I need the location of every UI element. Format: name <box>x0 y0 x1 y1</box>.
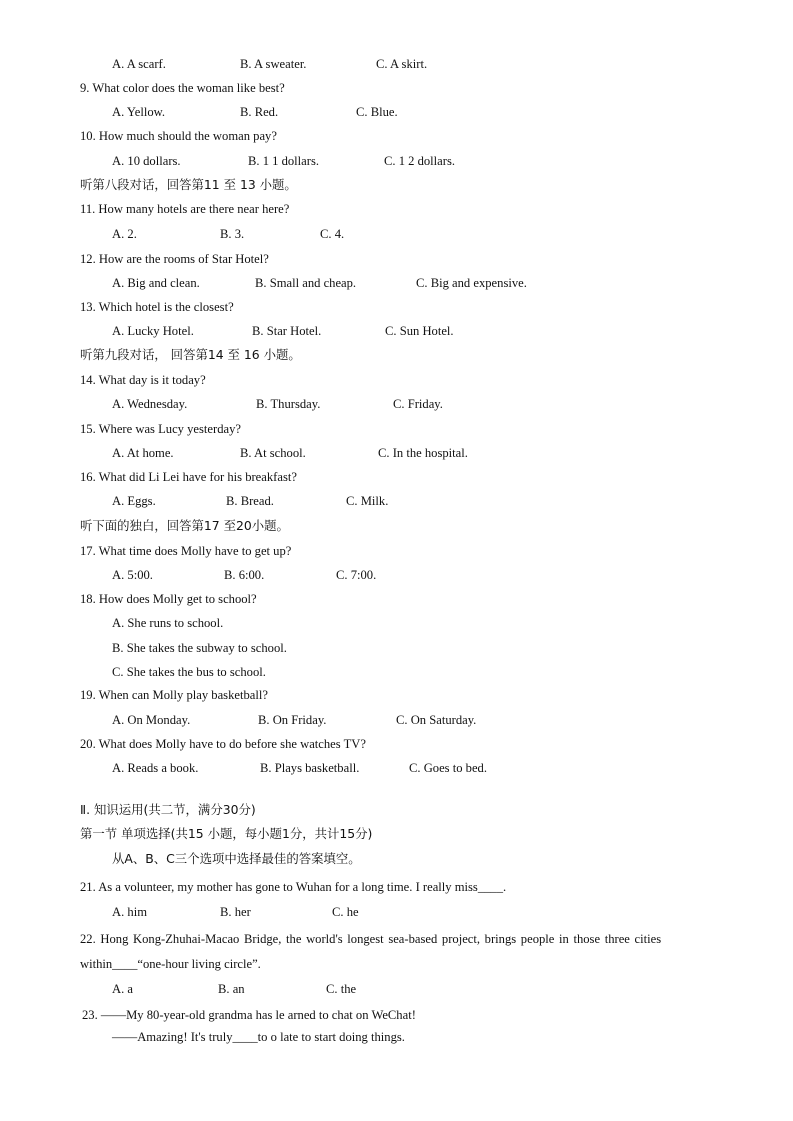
q21-option-c: C. he <box>332 905 359 919</box>
q22-text-line-2: within____“one-hour living circle”. <box>80 957 261 971</box>
part-2-section-1-title: 第一节 单项选择(共15 小题，每小题1分，共计15分) <box>80 826 373 841</box>
q14-option-c: C. Friday. <box>393 397 443 411</box>
q14-option-a: A. Wednesday. <box>112 397 188 411</box>
q18-option-b: B. She takes the subway to school. <box>112 641 287 655</box>
q20-text: 20. What does Molly have to do before she watches TV? <box>80 737 366 751</box>
q9-option-a: A. Yellow. <box>112 105 166 119</box>
q12-text: 12. How are the rooms of Star Hotel? <box>80 252 269 266</box>
q19-option-c: C. On Saturday. <box>396 713 477 727</box>
q9-option-b: B. Red. <box>240 105 279 119</box>
q11-option-b: B. 3. <box>220 227 245 241</box>
q14-option-b: B. Thursday. <box>256 397 321 411</box>
q22-option-c: C. the <box>326 982 357 996</box>
q8-option-a: A. A scarf. <box>112 57 166 71</box>
q17-option-b: B. 6:00. <box>224 568 265 582</box>
q15-text: 15. Where was Lucy yesterday? <box>80 422 241 436</box>
q16-option-b: B. Bread. <box>226 494 274 508</box>
q12-option-a: A. Big and clean. <box>112 276 200 290</box>
q18-text: 18. How does Molly get to school? <box>80 592 257 606</box>
q21-option-b: B. her <box>220 905 251 919</box>
q11-option-c: C. 4. <box>320 227 345 241</box>
q23-text-line-1: 23. ——My 80-year-old grandma has le arned to chat on WeChat! <box>82 1008 416 1022</box>
q9-text: 9. What color does the woman like best? <box>80 81 285 95</box>
q12-option-c: C. Big and expensive. <box>416 276 527 290</box>
q21-text: 21. As a volunteer, my mother has gone to Wuhan for a long time. I really miss____. <box>80 880 507 894</box>
q10-option-b: B. 1 1 dollars. <box>248 154 320 168</box>
q16-option-a: A. Eggs. <box>112 494 156 508</box>
q16-text: 16. What did Li Lei have for his breakfast? <box>80 470 297 484</box>
q22-option-a: A. a <box>112 982 133 996</box>
q13-option-a: A. Lucky Hotel. <box>112 324 194 338</box>
section-8-heading: 听第八段对话，回答第11 至 13 小题。 <box>80 177 297 192</box>
q13-option-c: C. Sun Hotel. <box>385 324 454 338</box>
q16-option-c: C. Milk. <box>346 494 389 508</box>
q17-text: 17. What time does Molly have to get up? <box>80 544 292 558</box>
q10-text: 10. How much should the woman pay? <box>80 129 277 143</box>
q8-option-b: B. A sweater. <box>240 57 307 71</box>
q10-option-a: A. 10 dollars. <box>112 154 181 168</box>
q11-text: 11. How many hotels are there near here? <box>80 202 290 216</box>
q23-text-line-2: ——Amazing! It's truly____to o late to start doing things. <box>112 1030 405 1044</box>
q12-option-b: B. Small and cheap. <box>255 276 357 290</box>
part-2-instruction: 从A、B、C三个选项中选择最佳的答案填空。 <box>112 851 361 866</box>
q10-option-c: C. 1 2 dollars. <box>384 154 456 168</box>
q15-option-b: B. At school. <box>240 446 306 460</box>
q21-option-a: A. him <box>112 905 147 919</box>
q22-text-line-1: 22. Hong Kong-Zhuhai-Macao Bridge, the world's longest sea-based project, brings people in those three cities <box>80 932 662 946</box>
q17-option-c: C. 7:00. <box>336 568 377 582</box>
q19-option-b: B. On Friday. <box>258 713 327 727</box>
q19-option-a: A. On Monday. <box>112 713 191 727</box>
q17-option-a: A. 5:00. <box>112 568 153 582</box>
q9-option-c: C. Blue. <box>356 105 398 119</box>
q18-option-c: C. She takes the bus to school. <box>112 665 266 679</box>
q8-option-c: C. A skirt. <box>376 57 428 71</box>
q20-option-a: A. Reads a book. <box>112 761 199 775</box>
monologue-heading: 听下面的独白，回答第17 至20小题。 <box>80 518 289 533</box>
section-9-heading: 听第九段对话， 回答第14 至 16 小题。 <box>80 347 301 362</box>
part-2-title: Ⅱ. 知识运用(共二节，满分30分) <box>80 802 256 817</box>
q20-option-b: B. Plays basketball. <box>260 761 360 775</box>
q11-option-a: A. 2. <box>112 227 137 241</box>
q19-text: 19. When can Molly play basketball? <box>80 688 268 702</box>
q15-option-c: C. In the hospital. <box>378 446 468 460</box>
q13-text: 13. Which hotel is the closest? <box>80 300 234 314</box>
q13-option-b: B. Star Hotel. <box>252 324 322 338</box>
q14-text: 14. What day is it today? <box>80 373 206 387</box>
q20-option-c: C. Goes to bed. <box>409 761 488 775</box>
q18-option-a: A. She runs to school. <box>112 616 224 630</box>
q15-option-a: A. At home. <box>112 446 174 460</box>
q22-option-b: B. an <box>218 982 245 996</box>
